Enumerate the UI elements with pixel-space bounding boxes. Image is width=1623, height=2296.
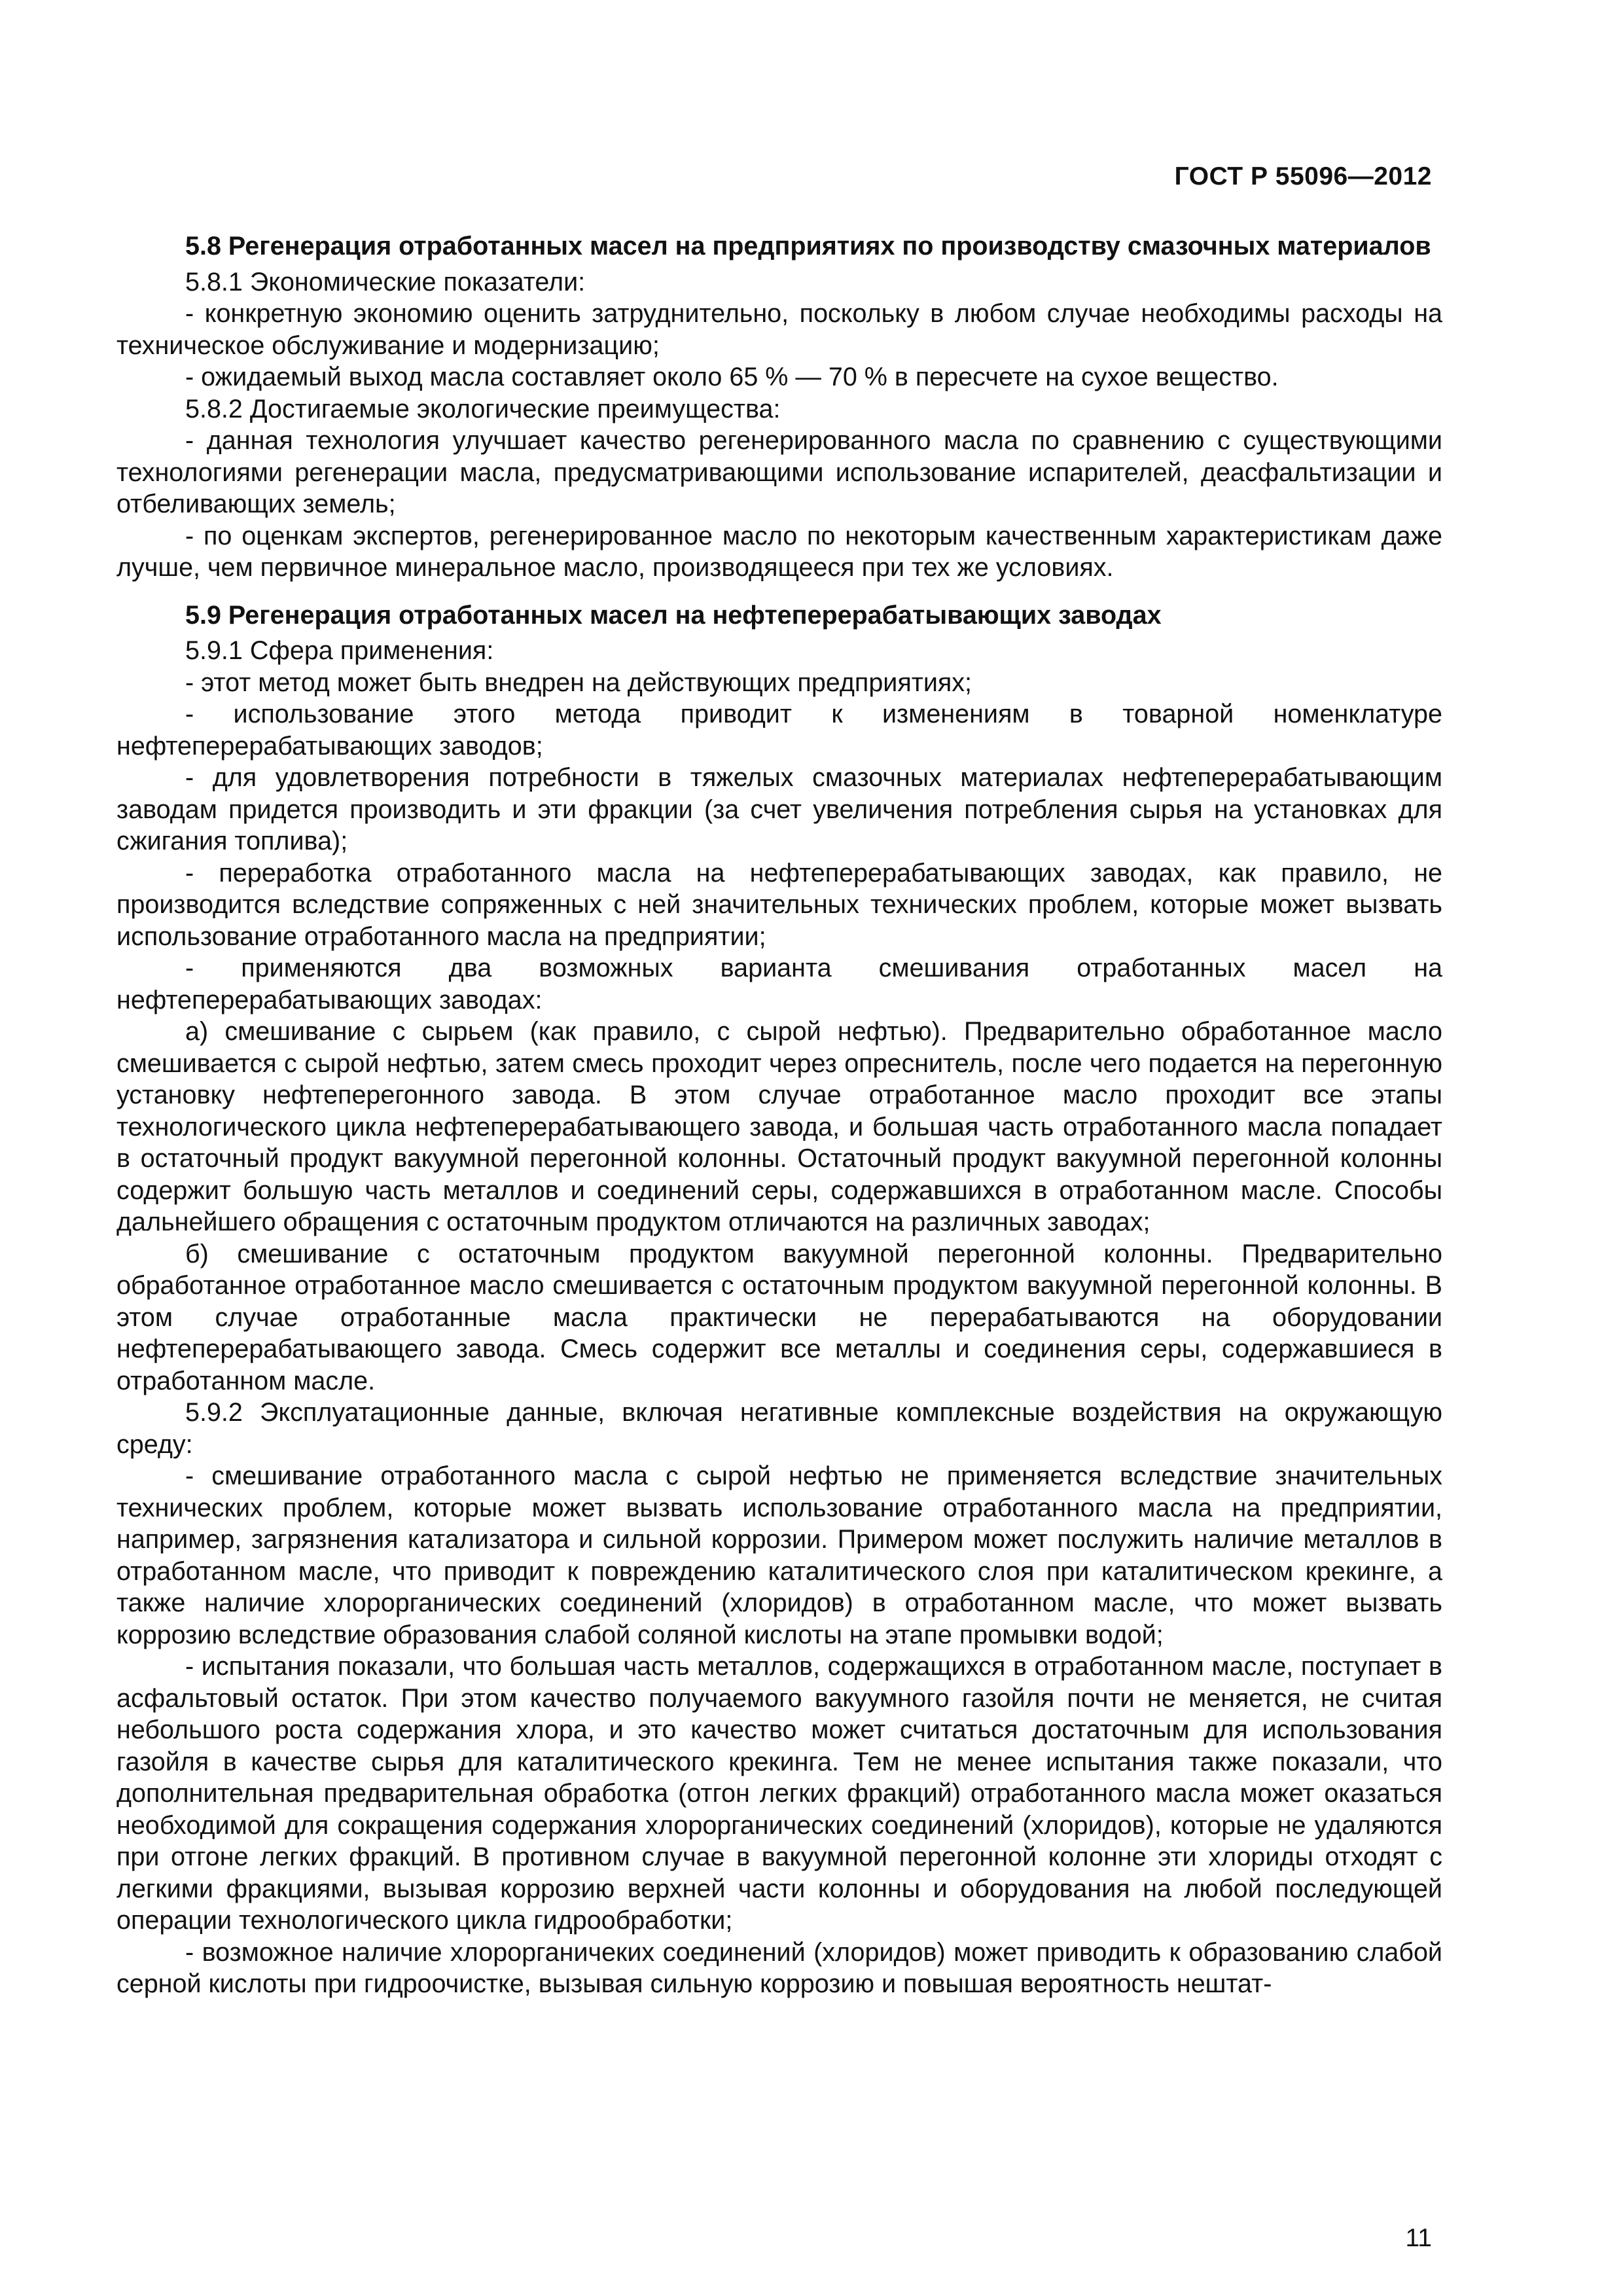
paragraph: - по оценкам экспертов, регенерированное масло по некоторым качественным характеристикам даже лучше, чем первичное минеральное масло, производящееся при тех же условиях. [116,521,1442,582]
paragraph: - этот метод может быть внедрен на действующих предприятиях; [185,668,972,697]
standard-number: ГОСТ Р 55096—2012 [1174,162,1432,190]
paragraph: - смешивание отработанного масла с сырой нефтью не применяется вследствие значительных технических проблем, которые может вызвать использование отработанного масла на предприятии, например, загрязнения катализатора и сильной коррозии. Примером может послужить наличие металлов в отработанном масле, что приводит к повреждению каталитического слоя при каталитическом крекинге, а также наличие хлорорганических соединений (хлоридов) в отработанном масле, что может вызвать коррозию вследствие образования слабой соляной кислоты на этапе промывки водой; [116,1462,1442,1649]
paragraph: - для удовлетворения потребности в тяжелых смазочных материалах нефтеперерабатывающим заводам придется производить и эти фракции (за счет увеличения потребления сырья на установках для сжигания топлива); [116,763,1442,855]
paragraph: - применяются два возможных варианта смешивания отработанных масел на нефтеперерабатывающих заводах: [116,954,1442,1014]
paragraph: - возможное наличие хлорорганичеких соединений (хлоридов) может приводить к образованию слабой серной кислоты при гидроочистке, вызывая сильную коррозию и повышая вероятность нештат- [116,1937,1442,1998]
paragraph: - переработка отработанного масла на нефтеперерабатывающих заводах, как правило, не производится вследствие сопряженных с ней значительных технических проблем, которые может вызвать использование отработанного масла на предприятии; [116,858,1442,951]
paragraph: а) смешивание с сырьем (как правило, с сырой нефтью). Предварительно обработанное масло смешивается с сырой нефтью, затем смесь проходит через опреснитель, после чего подается на перегонную установку нефтеперегонного завода. В этом случае отработанное масло проходит все этапы технологического цикла нефтеперерабатывающего завода, и большая часть отработанного масла попадает в остаточный продукт вакуумной перегонной колонны. Остаточный продукт вакуумной перегонной колонны содержит большую часть металлов и соединений серы, содержавшихся в отработанном масле. Способы дальнейшего обращения с остаточным продуктом отличаются на различных заводах; [116,1017,1442,1236]
section-5-9-heading: 5.9 Регенерация отработанных масел на нефтеперерабатывающих заводах [185,600,1162,630]
paragraph: 5.9.1 Сфера применения: [185,636,494,665]
paragraph: - ожидаемый выход масла составляет около 65 % — 70 % в пересчете на сухое вещество. [185,363,1279,391]
section-5-8-heading: 5.8 Регенерация отработанных масел на предприятиях по производству смазочных материалов [185,232,1431,260]
paragraph: - данная технология улучшает качество регенерированного масла по сравнению с существующими технологиями регенерации масла, предусматривающими использование испарителей, деасфальтизации и отбеливающих земель; [116,426,1442,518]
page-body [116,230,1442,2000]
paragraph: б) смешивание с остаточным продуктом вакуумной перегонной колонны. Предварительно обработанное отработанное масло смешивается с остаточным продуктом вакуумной перегонной колонны. В этом случае отработанные масла практически не перерабатываются на оборудовании нефтеперерабатывающего завода. Смесь содержит все металлы и соединения серы, содержавшиеся в отработанном масле. [116,1239,1442,1395]
paragraph: - конкретную экономию оценить затруднительно, поскольку в любом случае необходимы расходы на техническое обслуживание и модернизацию; [116,299,1442,360]
paragraph: - использование этого метода приводит к изменениям в товарной номенклатуре нефтеперерабатывающих заводов; [116,700,1442,761]
paragraph: - испытания показали, что большая часть металлов, содержащихся в отработанном масле, поступает в асфальтовый остаток. При этом качество получаемого вакуумного газойля почти не меняется, не считая небольшого роста содержания хлора, и это качество может считаться достаточным для использования газойля в качестве сырья для каталитического крекинга. Тем не менее испытания также показали, что дополнительная предварительная обработка (отгон легких фракций) отработанного масла может оказаться необходимой для сокращения содержания хлорорганических соединений (хлоридов), которые не удаляются при отгоне легких фракций. В противном случае в вакуумной перегонной колонне эти хлориды отходят с легкими фракциями, вызывая коррозию верхней части колонны и оборудования на любой последующей операции технологического цикла гидрообработки; [116,1652,1442,1935]
section-spacer [116,584,1442,600]
page-number: 11 [1405,2224,1432,2252]
paragraph: 5.8.1 Экономические показатели: [185,267,586,296]
paragraph: 5.9.2 Эксплуатационные данные, включая негативные комплексные воздействия на окружающую среду: [116,1398,1442,1459]
paragraph: 5.8.2 Достигаемые экологические преимущества: [185,394,781,423]
